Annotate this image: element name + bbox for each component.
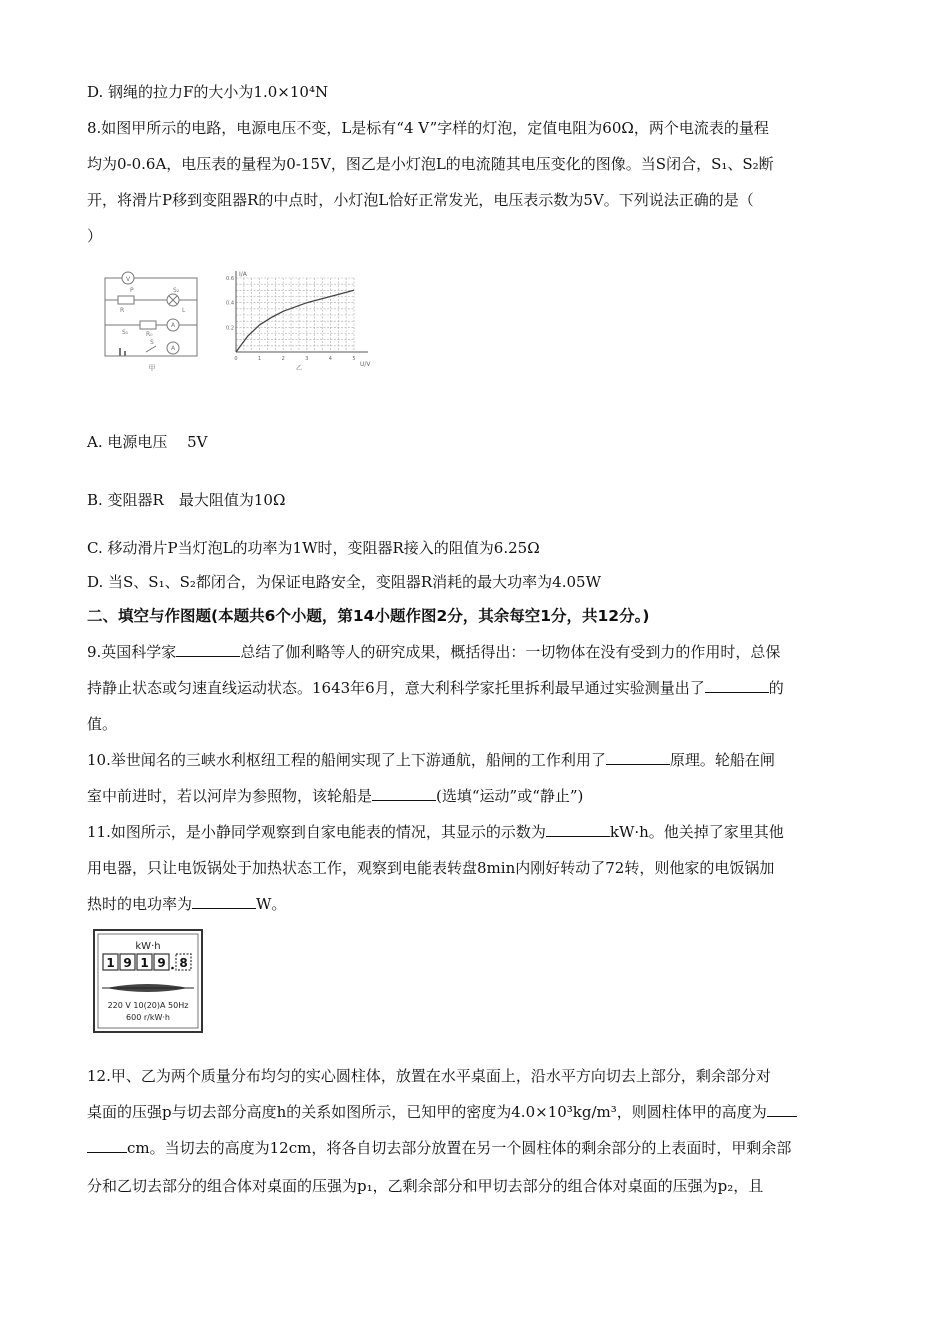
circuit-label: L [182,307,186,314]
circuit-label: R₀ [146,331,153,338]
circuit-label: A [170,322,176,329]
electricity-meter-figure [92,928,204,1034]
q9-line2 [87,678,784,698]
meter-digit: 9 [123,956,132,970]
q11-line3 [87,894,286,914]
graph-caption: 乙 [296,365,303,372]
meter-digit: 1 [106,956,115,970]
q11-text: kW·h。他关掉了家里其他 [609,823,784,841]
y-tick-label: 0.4 [226,300,234,307]
section-2-heading: 二、填空与作图题(本题共6个小题，第14小题作图2分，其余每空1分，共12分。) [87,607,650,625]
circuit-label: S [150,339,154,346]
x-tick-label: 4 [328,356,332,362]
y-tick-label: 0.2 [226,325,234,332]
q12-line1: 12.甲、乙为两个质量分布均匀的实心圆柱体，放置在水平桌面上，沿水平方向切去上部分，剩余部分对 [87,1067,771,1085]
q9-text: 9.英国科学家 [87,643,177,661]
x-tick-label: 1 [258,356,262,362]
q8-stem-line3: 开，将滑片P移到变阻器R的中点时，小灯泡L恰好正常发光，电压表示数为5V。下列说法正确的是（ [87,191,754,209]
q11-line1 [87,822,784,842]
iu-graph-figure [222,268,377,378]
q10-text: 室中前进时，若以河岸为参照物，该轮船是 [87,787,373,805]
circuit-label: P [130,287,134,294]
q8-stem-line1: 8.如图甲所示的电路，电源电压不变，L是标有“4 V”字样的灯泡，定值电阻为60Ω，两个电流表的量程 [87,119,769,137]
answer-blank[interactable] [87,1138,127,1153]
q8-option-b: B. 变阻器R 最大阻值为10Ω [87,491,286,509]
q9-text: 持静止状态或匀速直线运动状态。1643年6月，意大利科学家托里拆利最早通过实验测量出了 [87,679,705,697]
y-tick-label: 0.6 [226,276,234,282]
x-axis-label: U/V [360,361,371,368]
answer-blank[interactable] [192,894,256,909]
x-tick-label: 0 [234,356,238,362]
q8-option-d: D. 当S、S₁、S₂都闭合，为保证电路安全，变阻器R消耗的最大功率为4.05W [87,573,601,591]
q10-text: (选填“运动”或“静止”) [436,787,584,805]
circuit-caption: 甲 [148,364,156,372]
q8-stem-line4: ） [87,227,103,245]
q10-text: 10.举世闻名的三峡水利枢纽工程的船闸实现了上下游通航，船闸的工作利用了 [87,751,606,769]
meter-decimal-digit: 8 [179,956,188,970]
q9-line1 [87,642,780,662]
q12-line4: 分和乙切去部分的组合体对桌面的压强为p₁，乙剩余部分和甲切去部分的组合体对桌面的压强为p₂，且 [87,1177,764,1195]
circuit-label: R [120,307,125,314]
meter-decimal-point [171,967,174,970]
q11-text: 热时的电功率为 [87,895,193,913]
q9-text: 总结了伽利略等人的研究成果，概括得出：一切物体在没有受到力的作用时，总保 [240,643,781,661]
meter-digit: 1 [140,956,149,970]
q7-option-d: D. 钢绳的拉力F的大小为1.0×10⁴N [87,83,329,101]
q11-text: 11.如图所示，是小静同学观察到自家电能表的情况，其显示的示数为 [87,823,546,841]
meter-unit: kW·h [135,941,161,952]
answer-blank[interactable] [372,786,436,801]
y-axis-label: I/A [239,271,247,278]
circuit-diagram-figure [100,270,205,385]
switch-icon [146,346,156,352]
q11-text: W。 [256,895,287,913]
q9-line3: 值。 [87,715,118,733]
q8-option-c: C. 移动滑片P当灯泡L的功率为1W时，变阻器R接入的阻值为6.25Ω [87,539,540,557]
meter-rev: 600 r/kW·h [126,1013,170,1022]
q10-text: 原理。轮船在闸 [669,751,775,769]
q10-line1 [87,750,775,770]
q8-stem-line2: 均为0-0.6A，电压表的量程为0-15V，图乙是小灯泡L的电流随其电压变化的图像。当S闭合，S₁、S₂断 [87,155,774,173]
q12-line3 [87,1138,791,1158]
x-tick-label: 3 [305,356,309,362]
circuit-label: V [125,276,131,283]
answer-blank[interactable] [767,1102,797,1117]
rheostat-icon [118,296,134,304]
q12-line2 [87,1102,797,1122]
meter-digit: 9 [157,956,166,970]
answer-blank[interactable] [546,822,610,837]
q9-text: 的 [768,679,784,697]
answer-blank[interactable] [606,750,670,765]
q11-line2: 用电器，只让电饭锅处于加热状态工作，观察到电能表转盘8min内刚好转动了72转，则他家的电饭锅加 [87,859,775,877]
circuit-label: S₁ [122,329,129,336]
resistor-icon [140,321,156,329]
answer-blank[interactable] [176,642,240,657]
q12-text: 桌面的压强p与切去部分高度h的关系如图所示，已知甲的密度为4.0×10³kg/m³，则圆柱体甲的高度为 [87,1103,767,1121]
answer-blank[interactable] [705,678,769,693]
circuit-label: S₂ [173,287,180,294]
graph-grid [236,278,354,352]
x-tick-label: 2 [281,356,285,362]
circuit-label: A [170,345,176,352]
q12-text: cm。当切去的高度为12cm，将各自切去部分放置在另一个圆柱体的剩余部分的上表面时，甲剩余部 [127,1139,792,1157]
meter-spec: 220 V 10(20)A 50Hz [107,1001,189,1010]
q10-line2 [87,786,583,806]
x-tick-label: 5 [352,356,356,362]
q8-option-a: A. 电源电压 5V [87,433,208,451]
